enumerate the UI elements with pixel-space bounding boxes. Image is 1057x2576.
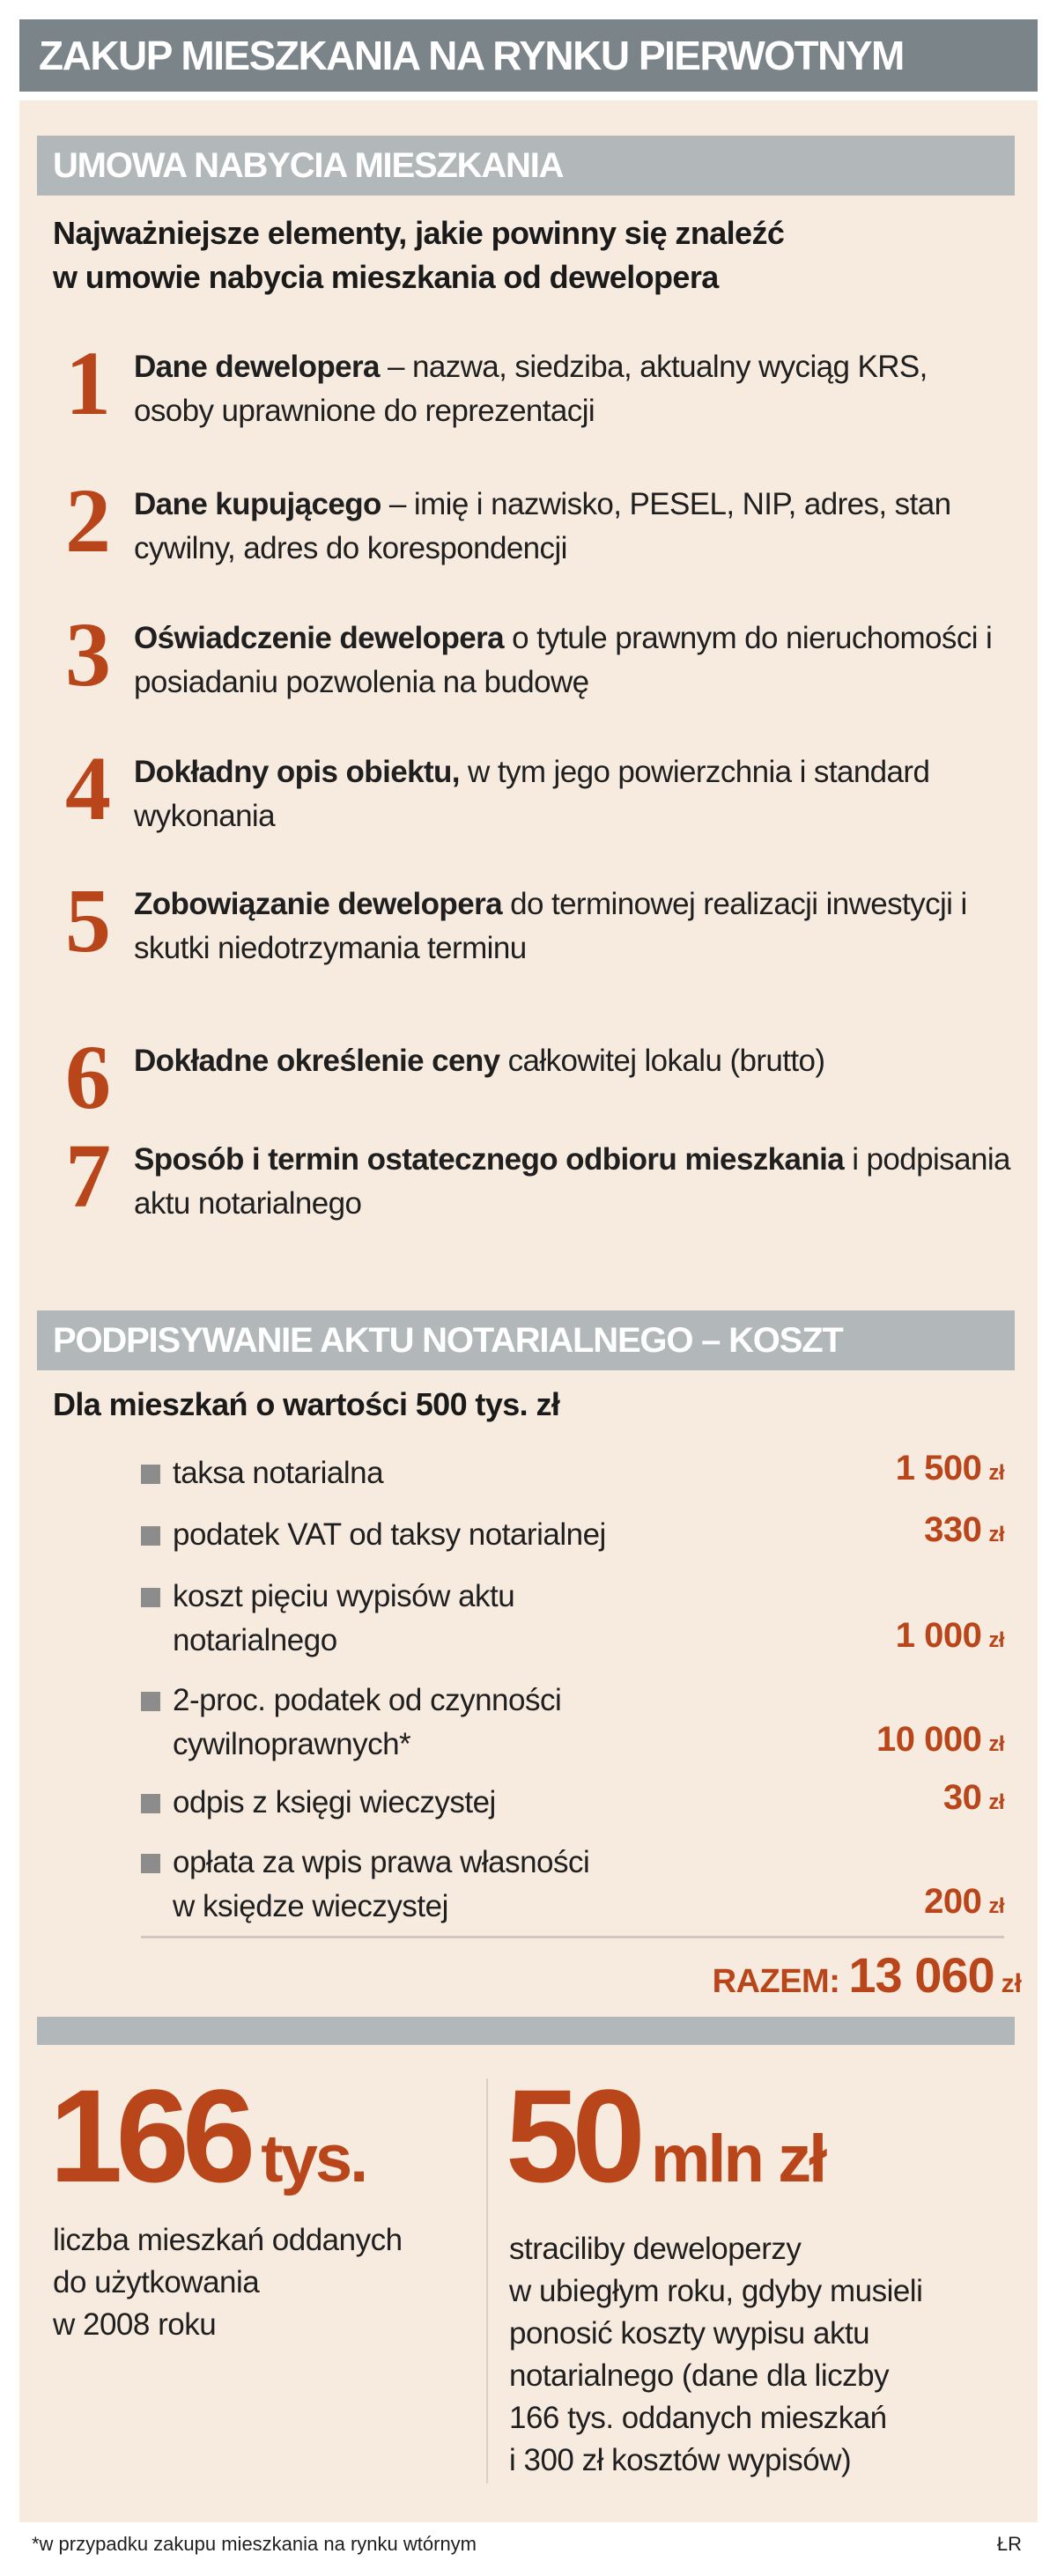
cost-amount-unit: zł	[988, 1790, 1004, 1814]
item-number: 3	[65, 604, 111, 705]
bullet-square-icon	[141, 1465, 160, 1484]
cost-label-line1: koszt pięciu wypisów aktu	[173, 1579, 515, 1613]
cost-amount	[876, 1717, 1004, 1767]
cost-row	[141, 1679, 1004, 1767]
bullet-square-icon	[141, 1588, 160, 1607]
total-value: 13 060	[848, 1947, 994, 2003]
item-bold: Dane kupującego	[134, 487, 381, 521]
item-number: 2	[65, 470, 111, 572]
item-number: 4	[65, 738, 111, 839]
stat-unit: tys.	[261, 2122, 366, 2196]
cost-amount-value: 1 000	[895, 1616, 982, 1655]
cost-label-line1: podatek VAT od taksy notarialnej	[173, 1517, 606, 1552]
cost-amount-value: 330	[924, 1510, 982, 1549]
cost-label	[173, 1513, 807, 1557]
item-text	[134, 616, 1015, 705]
cost-label-line2: notarialnego	[173, 1623, 337, 1657]
stat-number: 166	[49, 2062, 249, 2210]
contract-section-title: UMOWA NABYCIA MIESZKANIA	[37, 136, 1015, 196]
item-number: 5	[65, 870, 111, 971]
cost-label-line1: taksa notarialna	[173, 1456, 384, 1490]
cost-label	[173, 1679, 807, 1767]
cost-label-line2: cywilnoprawnych*	[173, 1727, 411, 1761]
cost-label	[173, 1451, 807, 1495]
cost-amount	[943, 1775, 1004, 1825]
cost-amount	[896, 1446, 1004, 1495]
item-text	[134, 1039, 1015, 1083]
item-rest: w tym jego powierzchnia i standard wykonania	[134, 755, 930, 833]
item-text	[134, 483, 1015, 571]
stat-unit: mln zł	[650, 2122, 825, 2196]
stat-desc-line: liczba mieszkań oddanych	[53, 2223, 403, 2257]
stat-big-right	[506, 2062, 825, 2210]
cost-label-line1: opłata za wpis prawa własności	[173, 1845, 590, 1879]
cost-amount-value: 30	[942, 1778, 982, 1817]
cost-amount-value: 200	[924, 1882, 982, 1921]
author-credit: ŁR	[996, 2533, 1022, 2555]
stat-desc-line: notarialnego (dane dla liczby	[509, 2358, 890, 2393]
item-rest: i podpisania aktu notarialnego	[134, 1142, 1010, 1221]
cost-row	[141, 1841, 1004, 1929]
stat-desc-line: w ubiegłym roku, gdyby musieli	[509, 2274, 923, 2308]
item-bold: Zobowiązanie dewelopera	[134, 887, 502, 921]
stat-desc-line: w 2008 roku	[53, 2307, 217, 2342]
stats-divider-bar	[37, 2017, 1015, 2045]
contract-intro-line1: Najważniejsze elementy, jakie powinny się znaleźć	[53, 215, 785, 251]
bullet-square-icon	[141, 1794, 160, 1813]
item-bold: Dane dewelopera	[134, 350, 380, 384]
cost-label-line1: 2-proc. podatek od czynności	[173, 1683, 562, 1717]
total-divider	[141, 1936, 1004, 1938]
total	[713, 1946, 1022, 2004]
stat-desc-left	[53, 2219, 476, 2346]
stat-desc-line: straciliby deweloperzy	[509, 2232, 802, 2266]
stat-desc-line: ponosić koszty wypisu aktu	[509, 2316, 870, 2351]
cost-amount	[924, 1508, 1004, 1557]
bullet-square-icon	[141, 1692, 160, 1711]
cost-amount	[924, 1879, 1004, 1929]
item-rest: – imię i nazwisko, PESEL, NIP, adres, stan cywilny, adres do korespondencji	[134, 487, 951, 565]
item-number: 7	[65, 1126, 111, 1227]
cost-label	[173, 1781, 807, 1825]
item-rest: całkowitej lokalu (brutto)	[499, 1044, 825, 1078]
cost-label	[173, 1841, 807, 1929]
cost-amount-unit: zł	[988, 1732, 1004, 1756]
cost-amount-unit: zł	[988, 1894, 1004, 1918]
cost-amount-unit: zł	[988, 1523, 1004, 1546]
stats-vertical-divider	[486, 2078, 488, 2484]
stat-big-left	[49, 2062, 366, 2210]
footnote: *w przypadku zakupu mieszkania na rynku wtórnym	[32, 2533, 477, 2555]
cost-label-line1: odpis z księgi wieczystej	[173, 1785, 496, 1819]
item-rest: o tytule prawnym do nieruchomości i posiadaniu pozwolenia na budowę	[134, 621, 993, 699]
bullet-square-icon	[141, 1526, 160, 1546]
cost-row	[141, 1575, 1004, 1663]
item-bold: Dokładne określenie ceny	[134, 1044, 500, 1078]
stat-desc-right	[509, 2228, 1020, 2482]
main-header: ZAKUP MIESZKANIA NA RYNKU PIERWOTNYM	[19, 19, 1038, 92]
item-rest: do terminowej realizacji inwestycji i skutki niedotrzymania terminu	[134, 887, 967, 965]
bullet-square-icon	[141, 1854, 160, 1873]
contract-intro-line2: w umowie nabycia mieszkania od dewelopera	[53, 259, 719, 295]
cost-row	[141, 1778, 1004, 1825]
cost-row	[141, 1451, 1004, 1495]
contract-intro	[53, 211, 1004, 299]
cost-section-title: PODPISYWANIE AKTU NOTARIALNEGO – KOSZT	[37, 1310, 1015, 1370]
item-number: 6	[65, 1027, 111, 1128]
item-text	[134, 1138, 1015, 1226]
cost-amount	[896, 1613, 1004, 1663]
item-bold: Oświadczenie dewelopera	[134, 621, 504, 655]
cost-amount-value: 10 000	[876, 1720, 982, 1759]
cost-row	[141, 1510, 1004, 1557]
item-text	[134, 345, 1015, 433]
cost-amount-unit: zł	[988, 1461, 1004, 1485]
stat-desc-line: i 300 zł kosztów wypisów)	[509, 2443, 852, 2477]
item-bold: Dokładny opis obiektu,	[134, 755, 460, 789]
total-unit: zł	[1001, 1969, 1022, 1998]
cost-label	[173, 1575, 807, 1663]
item-bold: Sposób i termin ostatecznego odbioru mieszkania	[134, 1142, 845, 1177]
total-label: RAZEM:	[712, 1963, 840, 2000]
cost-amount-unit: zł	[988, 1628, 1004, 1652]
stat-number: 50	[506, 2062, 639, 2210]
cost-amount-value: 1 500	[895, 1449, 982, 1487]
item-number: 1	[65, 333, 111, 434]
stat-desc-line: 166 tys. oddanych mieszkań	[509, 2401, 887, 2435]
cost-subtitle: Dla mieszkań o wartości 500 tys. zł	[53, 1386, 560, 1422]
item-text	[134, 750, 1015, 838]
cost-label-line2: w księdze wieczystej	[173, 1889, 448, 1923]
item-rest: – nazwa, siedziba, aktualny wyciąg KRS, osoby uprawnione do reprezentacji	[134, 350, 928, 428]
stat-desc-line: do użytkowania	[53, 2265, 260, 2299]
item-text	[134, 882, 1015, 971]
